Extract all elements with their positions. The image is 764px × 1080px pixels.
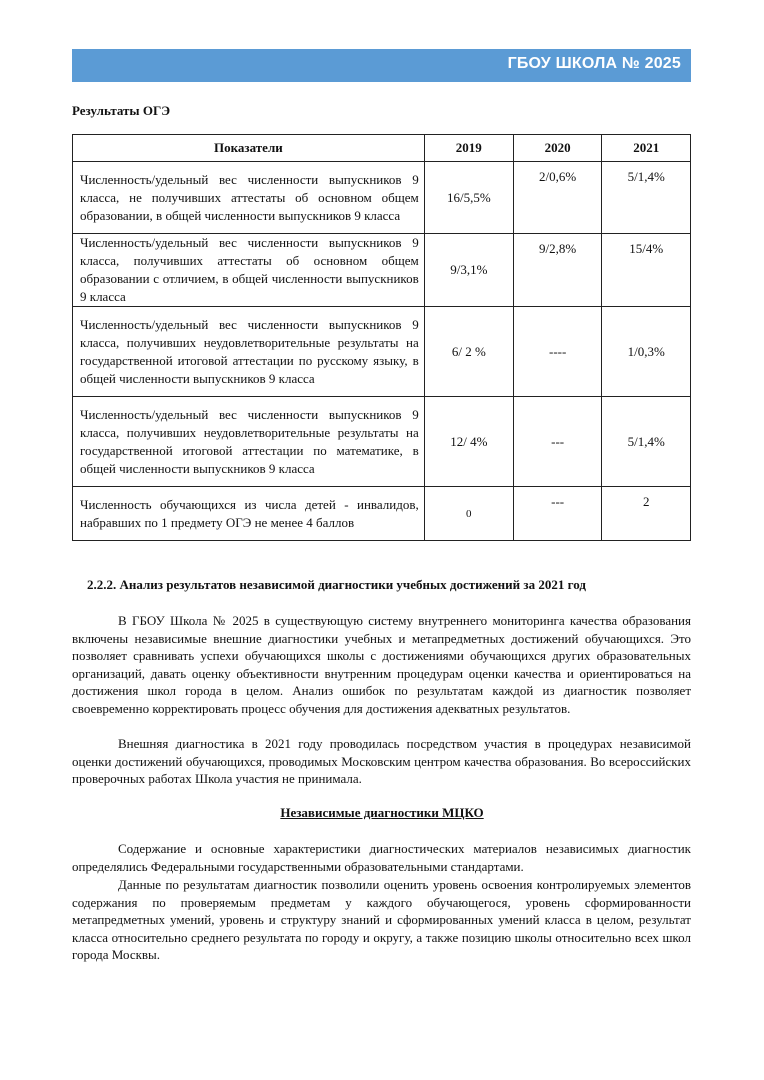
indicator-cell: Численность/удельный вес численности выпускников 9 класса, получивших неудовлетворительные результаты на государственной итоговой аттестации по русскому языку, в общей численности выпускников 9 класса bbox=[73, 307, 425, 397]
value-cell-2021: 1/0,3% bbox=[602, 307, 691, 397]
paragraph-external bbox=[72, 735, 691, 788]
value-cell-2019: 12/ 4% bbox=[424, 397, 513, 487]
paragraph-content bbox=[72, 840, 691, 875]
paragraph-data-text: Данные по результатам диагностик позволили оценить уровень освоения контролируемых элементов содержания по проверяемым предметам у каждого обучающегося, уровень сформированности метапредметных умений, уровень и структуру знаний и сформированных умений класса в целом, результат класса относительно среднего результата по городу и округу, а также позицию школы относительно всех школ города Москвы. bbox=[72, 877, 691, 962]
subsection-heading: 2.2.2. Анализ результатов независимой диагностики учебных достижений за 2021 год bbox=[87, 577, 586, 592]
table-row bbox=[73, 307, 691, 397]
value-cell-2020: --- bbox=[513, 397, 602, 487]
table-row bbox=[73, 234, 691, 307]
header-title: ГБОУ ШКОЛА № 2025 bbox=[507, 55, 681, 72]
paragraph-content-text: Содержание и основные характеристики диагностических материалов независимых диагностик определялись Федеральными государственными образовательными стандартами. bbox=[72, 841, 691, 874]
paragraph-external-text: Внешняя диагностика в 2021 году проводилась посредством участия в процедурах независимой оценки достижений обучающихся, проводимых Московским центром качества образования. Во всероссийских проверочных работах Школа участия не принимала. bbox=[72, 736, 691, 786]
indicator-cell: Численность/удельный вес численности выпускников 9 класса, не получивших аттестаты об основном общем образовании, в общей численности выпускников 9 класса bbox=[73, 162, 425, 234]
value-cell-2021: 5/1,4% bbox=[602, 397, 691, 487]
value-cell-2020: 9/2,8% bbox=[513, 234, 602, 307]
oge-results-table bbox=[72, 134, 691, 541]
value-cell-2021: 5/1,4% bbox=[602, 162, 691, 234]
table-row bbox=[73, 162, 691, 234]
paragraph-intro-text: В ГБОУ Школа № 2025 в существующую систему внутреннего мониторинга качества образования включены независимые внешние диагностики учебных и метапредметных достижений обучающихся. Это позволяет сравнивать успехи обучающихся школы с достижениями обучающихся других образовательных организаций, давать оценку объективности внутренним процедурам оценки качества и ориентироваться на достижения школ города в целом. Анализ ошибок по результатам каждой из диагностик позволяет своевременно корректировать процесс обучения для достижения адекватных результатов. bbox=[72, 613, 691, 716]
value-cell-2019: 0 bbox=[424, 487, 513, 541]
value-cell-2019: 9/3,1% bbox=[424, 234, 513, 307]
column-header-2020: 2020 bbox=[513, 135, 602, 162]
indicator-cell: Численность обучающихся из числа детей - инвалидов, набравших по 1 предмету ОГЭ не менее 4 баллов bbox=[73, 487, 425, 541]
table-row bbox=[73, 397, 691, 487]
value-cell-2021: 15/4% bbox=[602, 234, 691, 307]
paragraph-data bbox=[72, 876, 691, 964]
paragraph-intro bbox=[72, 612, 691, 717]
table-header-row bbox=[73, 135, 691, 162]
indicator-cell: Численность/удельный вес численности выпускников 9 класса, получивших неудовлетворительные результаты на государственной итоговой аттестации по математике, в общей численности выпускников 9 класса bbox=[73, 397, 425, 487]
column-header-indicators: Показатели bbox=[73, 135, 425, 162]
value-cell-2020: 2/0,6% bbox=[513, 162, 602, 234]
mcko-heading: Независимые диагностики МЦКО bbox=[280, 805, 484, 820]
value-cell-2021: 2 bbox=[602, 487, 691, 541]
section-title: Результаты ОГЭ bbox=[72, 103, 171, 118]
table-row bbox=[73, 487, 691, 541]
column-header-2021: 2021 bbox=[602, 135, 691, 162]
value-cell-2019: 16/5,5% bbox=[424, 162, 513, 234]
column-header-2019: 2019 bbox=[424, 135, 513, 162]
value-cell-2020: --- bbox=[513, 487, 602, 541]
indicator-cell: Численность/удельный вес численности выпускников 9 класса, получивших аттестаты об основном общем образовании с отличием, в общей численности выпускников 9 класса bbox=[73, 234, 425, 307]
header-bar bbox=[72, 49, 691, 82]
value-cell-2019: 6/ 2 % bbox=[424, 307, 513, 397]
value-cell-2020: ---- bbox=[513, 307, 602, 397]
